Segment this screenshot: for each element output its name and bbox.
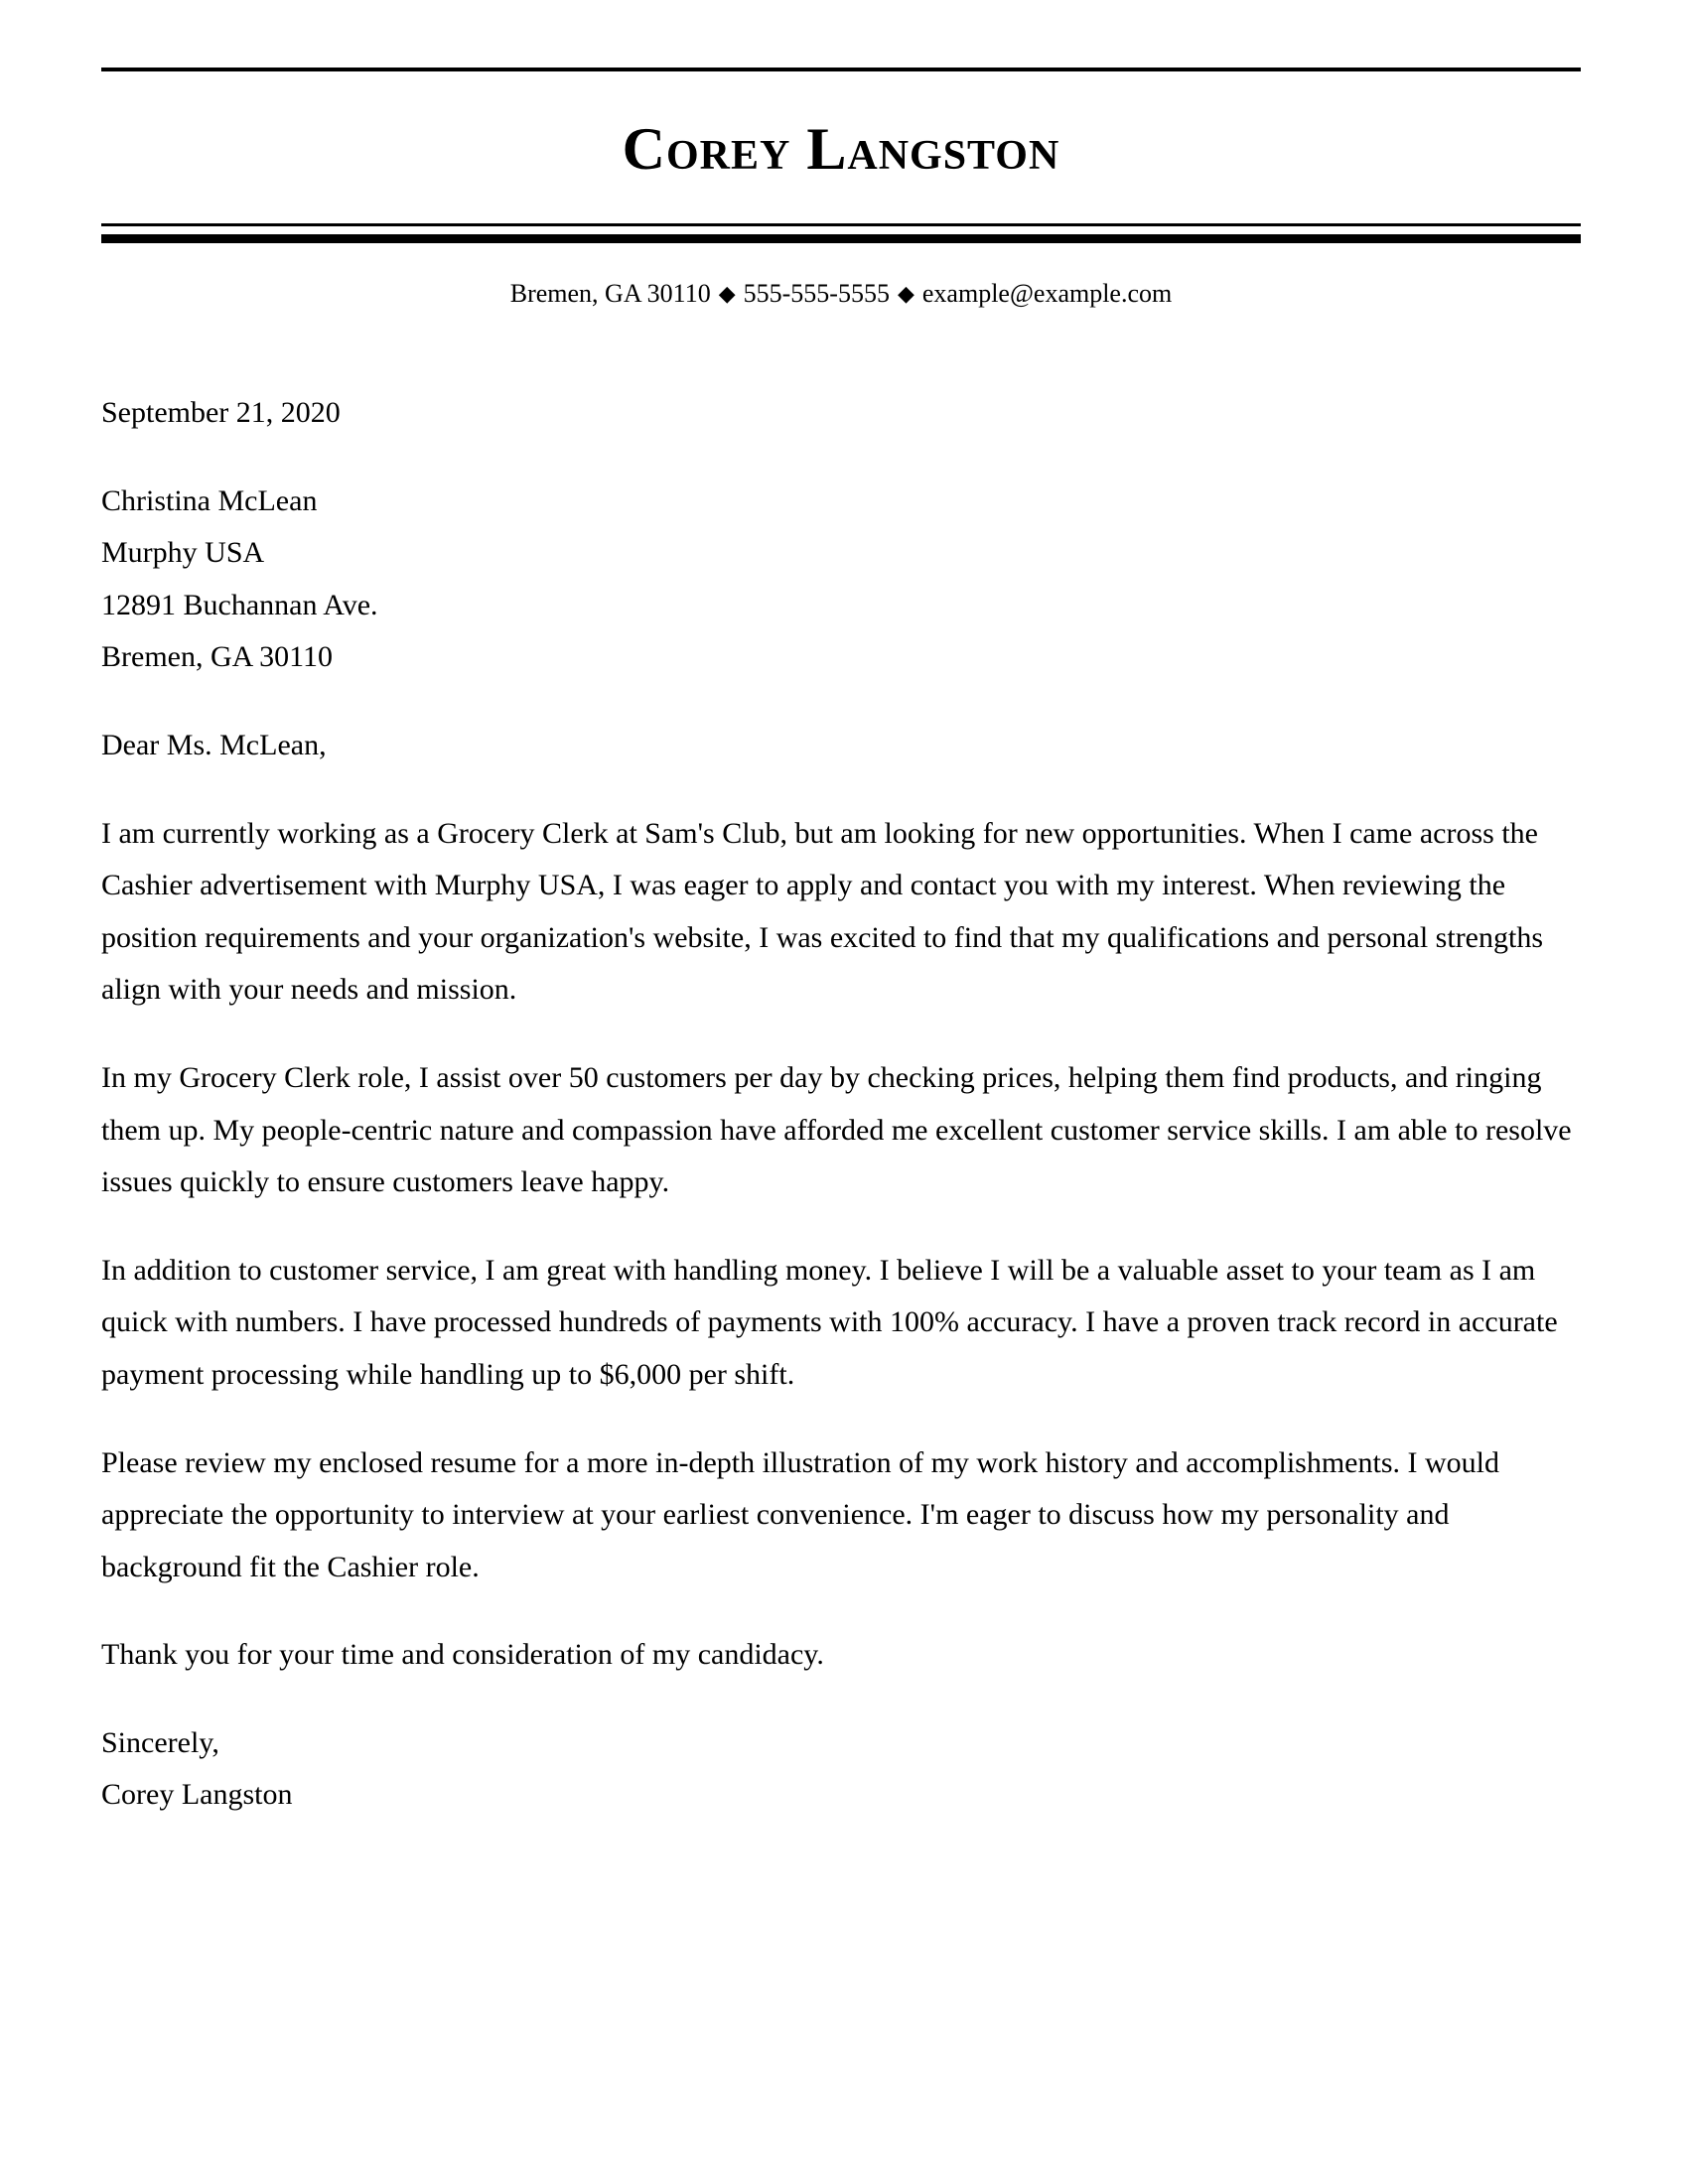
diamond-separator-icon: ◆ <box>897 281 914 306</box>
recipient-address <box>101 476 1581 684</box>
contact-email: example@example.com <box>921 279 1173 308</box>
letter-body <box>101 387 1581 1822</box>
letter-page <box>101 0 1581 2184</box>
contact-location: Bremen, GA 30110 <box>509 279 711 308</box>
header-top-rule <box>101 68 1581 71</box>
contact-line <box>101 276 1581 312</box>
header-thick-rule <box>101 234 1581 243</box>
recipient-company: Murphy USA <box>101 536 265 570</box>
closing: Sincerely, <box>101 1725 219 1759</box>
applicant-name: Corey Langston <box>622 116 1060 182</box>
header-thin-rule <box>101 223 1581 226</box>
body-paragraph: In my Grocery Clerk role, I assist over 50 customers per day by checking prices, helping them find products, and ringing them up. My people-centric nature and compassion have afforded me excellent customer service skills. I am able to resolve issues quickly to ensure customers leave happy. <box>101 1060 1572 1199</box>
recipient-city: Bremen, GA 30110 <box>101 640 334 674</box>
contact-phone: 555-555-5555 <box>743 279 890 308</box>
body-paragraph: I am currently working as a Grocery Clerk at Sam's Club, but am looking for new opportunities. When I came across the Cashier advertisement with Murphy USA, I was eager to apply and contact you with my interest. When reviewing the position requirements and your organization's website, I was excited to find that my qualifications and personal strengths align with your needs and mission. <box>101 816 1544 1007</box>
signature: Corey Langston <box>101 1778 293 1812</box>
recipient-street: 12891 Buchannan Ave. <box>101 588 378 621</box>
diamond-separator-icon: ◆ <box>718 281 736 306</box>
thanks-line: Thank you for your time and consideration of my candidacy. <box>101 1638 824 1672</box>
body-paragraph: Please review my enclosed resume for a more in-depth illustration of my work history and accomplishments. I would appreciate the opportunity to interview at your earliest convenience. I'm eager to discuss how my personality and background fit the Cashier role. <box>101 1445 1499 1583</box>
recipient-name: Christina McLean <box>101 483 318 517</box>
letter-date: September 21, 2020 <box>101 396 341 429</box>
salutation: Dear Ms. McLean, <box>101 728 327 761</box>
body-paragraph: In addition to customer service, I am great with handling money. I believe I will be a valuable asset to your team as I am quick with numbers. I have processed hundreds of payments with 100% accuracy. I have a proven track record in accurate payment processing while handling up to $6,000 per shift. <box>101 1253 1558 1391</box>
